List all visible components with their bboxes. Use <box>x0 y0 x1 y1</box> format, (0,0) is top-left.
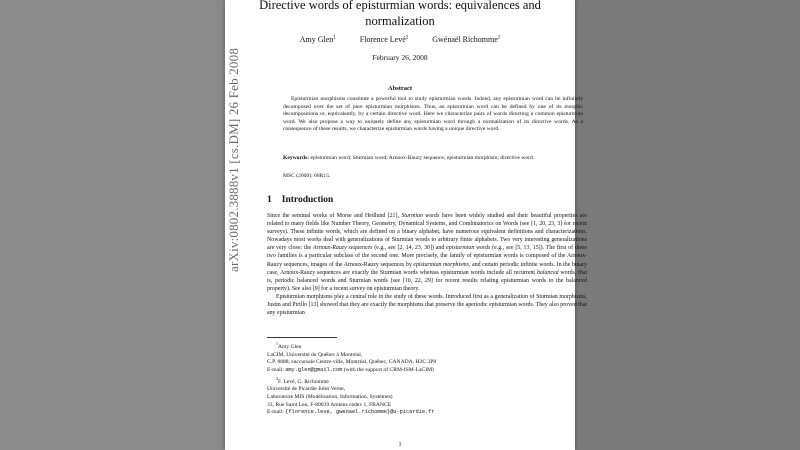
viewer-background-right <box>575 0 800 450</box>
keywords <box>283 155 583 163</box>
paper-date: February 26, 2008 <box>372 53 428 62</box>
footnote-mark: 1 <box>276 341 278 346</box>
text-run: (e.g., see [5, 13, 15]). The first of these two families is a particular subclass of the second one. More precisely, the family of episturmian words is composed of the Arnoux-Rauzy sequences, images of the Arnoux-Rauzy sequences by <box>267 245 587 268</box>
email-label: E-mail: <box>267 366 286 373</box>
emphasis: episturmian words <box>446 245 491 252</box>
section-title: Introduction <box>281 195 334 205</box>
footnote-line <box>267 340 587 352</box>
author-name: Amy Glen <box>299 35 334 44</box>
text-run: have been widely studied and their beautiful properties are related to many fields like Number Theory, Geometry, Dynamical Systems, and Combinatorics on Words (see [1, 20, 23, 3] for recent surveys). These infinite words, which are defined on a binary alphabet, have numerous equivalent definitions and characterizations. Nowadays most works deal with generalizations of Sturmian words to arbitrary finite alphabets. Two very interesting generalizations are very close: the <box>267 213 587 252</box>
text-run: words, that is, periodic balanced words and Sturmian words (see [10, 22, 29] for recent results relating episturmian words to the balanced property). See also [9] for a recent survey on episturmian theory. <box>267 269 588 292</box>
paragraph: Episturmian morphisms play a central role in the study of these words. Introduced first as a generalization of Sturmian morphisms, Justin and Pirillo [13] showed that they are exactly the morphisms that preserve the aperiodic episturmian words. They also proved that any episturmian <box>267 293 587 317</box>
title-line-2: normalization <box>365 14 435 28</box>
text-run: Since the seminal works of Morse and Hedlund [21], <box>267 213 402 219</box>
emphasis: Sturmian words <box>401 213 440 219</box>
footnote-text: F. Levé, G. Richomme <box>278 378 329 385</box>
keywords-label: Keywords: <box>283 155 310 161</box>
section-heading <box>267 195 333 205</box>
emphasis: balanced <box>536 269 559 276</box>
arxiv-identifier: arXiv:0802.3888v1 [cs.DM] 26 Feb 2008 <box>226 47 241 273</box>
footnote-mark: 2 <box>276 375 278 381</box>
emphasis: Arnoux-Rauzy sequences <box>313 245 373 252</box>
section-number: 1 <box>267 195 272 205</box>
abstract-text: Episturmian morphisms constitute a powerful tool to study episturmian words. Indeed, any episturmian word can be infinitely decomposed over the set of pure episturmian morphisms. Thus, an episturmian word can be defined by one of its morphic decompositions or, equivalently, by a certain directive word. Here we characterize pairs of words directing a common episturmian word. We also propose a way to uniquely define any episturmian word through a normalization of its directive words. As a consequence of these results, we characterize episturmian words having a unique directive word. <box>283 96 583 133</box>
text-run: (e.g., see [2, 14, 23, 30]) and <box>372 245 447 252</box>
footnotes <box>267 340 587 417</box>
footnote-rule <box>267 337 337 338</box>
keywords-text: episturmian word; Sturmian word; Arnoux-Rauzy sequence; episturmian morphism; directive word. <box>309 155 535 161</box>
author-list <box>225 35 575 44</box>
footnote-line <box>267 367 587 375</box>
author <box>300 35 336 44</box>
footnote-text: Amy Glen <box>278 343 302 350</box>
author-mark: 1 <box>333 35 336 41</box>
text-run: , and certain periodic infinite words. In the binary case, Arnoux-Rauzy sequences are exactly the Sturmian words whereas episturmian words include all recurrent <box>267 261 587 276</box>
viewer-background-left <box>0 0 225 450</box>
pdf-page <box>225 0 588 450</box>
msc-classification: MSC (2000): 68R15. <box>283 173 331 179</box>
footnote-line <box>267 375 587 387</box>
footnote-line: C.P. 8888, succursale Centre-ville, Montréal, Québec, CANADA, H3C 3P8 <box>267 359 437 366</box>
page-number: 1 <box>398 442 402 448</box>
footnote-line: LaCIM, Université du Québec à Montréal, <box>267 351 363 358</box>
footnote-text: (with the support of CRM-ISM-LaCIM) <box>342 366 434 373</box>
body-text <box>267 212 587 317</box>
footnote-line: Laboratoire MIS (Modélisation, Information, Systèmes) <box>267 393 393 400</box>
paragraph <box>267 212 587 293</box>
email-address[interactable]: amy.glen@gmail.com <box>285 366 343 373</box>
author-name: Florence Levé <box>359 35 406 44</box>
footnote-line: Université de Picardie Jules Verne, <box>267 386 346 393</box>
author-mark: 2 <box>497 35 501 41</box>
footnote-line: 33, Rue Saint Leu, F-80039 Amiens cedex 1, FRANCE <box>267 401 392 408</box>
abstract-heading: Abstract <box>387 85 413 92</box>
email-label: E-mail: <box>267 409 286 416</box>
footnote-line <box>267 409 587 417</box>
paper-title <box>225 0 575 29</box>
title-line-1: Directive words of episturmian words: equivalences and <box>259 0 541 12</box>
emphasis: episturmian morphisms <box>413 261 469 268</box>
author <box>360 35 408 44</box>
email-address[interactable]: {florence.leve, gwenael.richomme}@u-picardie.fr <box>285 409 435 416</box>
author-name: Gwénaël Richomme <box>432 35 498 44</box>
author-mark: 2 <box>405 35 409 41</box>
author <box>432 35 500 44</box>
